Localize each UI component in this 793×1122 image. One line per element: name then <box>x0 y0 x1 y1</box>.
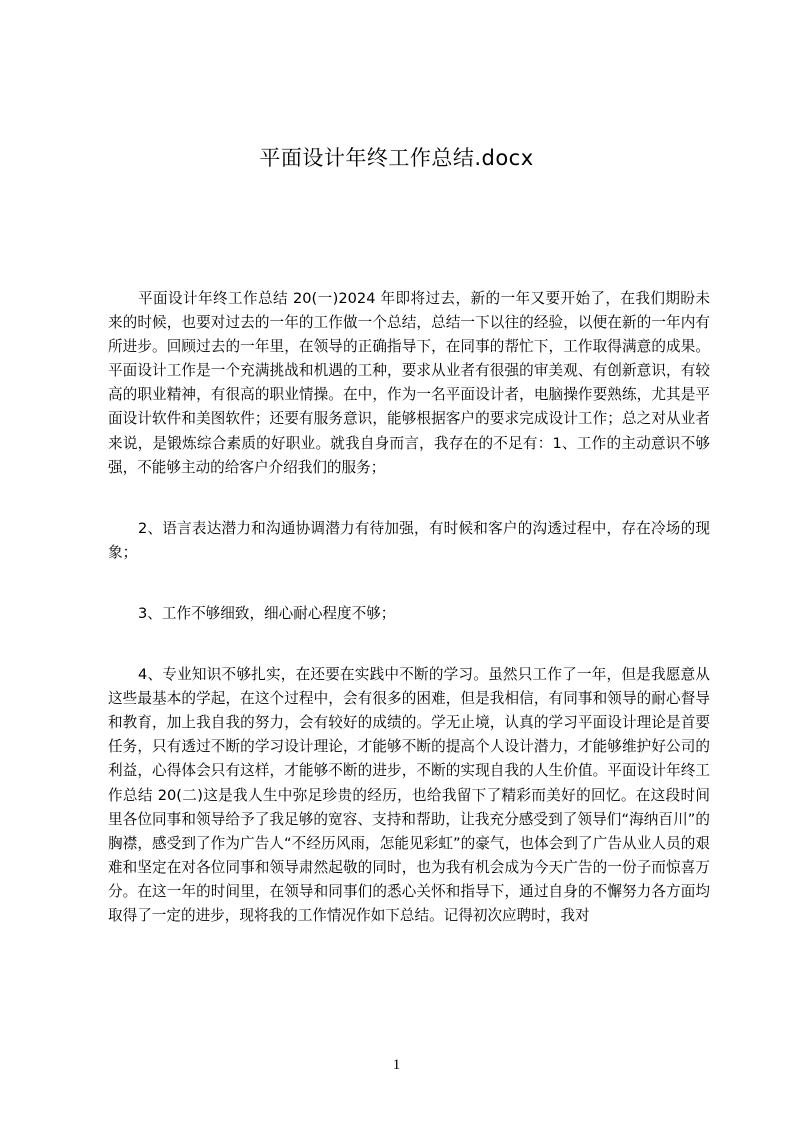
paragraph-1: 平面设计年终工作总结 20(一)2024 年即将过去，新的一年又要开始了，在我们期盼未来的时候，也要对过去的一年的工作做一个总结，总结一下以往的经验，以便在新的一年内有所进步。回顾过去的一年里，在领导的正确指导下，在同事的帮忙下，工作取得满意的成果。平面设计工作是一个充满挑战和机遇的工种，要求从业者有很强的审美观、有创新意识，有较高的职业精神，有很高的职业情操。在中，作为一名平面设计者，电脑操作要熟练，尤其是平面设计软件和美图软件；还要有服务意识，能够根据客户的要求完成设计工作；总之对从业者来说，是锻炼综合素质的好职业。就我自身而言，我存在的不足有：1、工作的主动意识不够强，不能够主动的给客户介绍我们的服务； <box>108 290 710 476</box>
paragraph-gap <box>108 480 710 517</box>
paragraph-3: 3、工作不够细致，细心耐心程度不够； <box>138 604 396 622</box>
paragraph-gap <box>108 626 710 663</box>
document-body <box>108 287 710 928</box>
document-title: 平面设计年终工作总结.docx <box>259 146 534 170</box>
paragraph-gap <box>108 565 710 602</box>
paragraph-2: 2、语言表达潜力和沟通协调潜力有待加强，有时候和客户的沟透过程中，存在冷场的现象； <box>108 519 710 561</box>
page-number: 1 <box>392 1057 401 1073</box>
paragraph-4: 4、专业知识不够扎实，在还要在实践中不断的学习。虽然只工作了一年，但是我愿意从这些最基本的学起，在这个过程中，会有很多的困难，但是我相信，有同事和领导的耐心督导和教育，加上我自我的努力，会有较好的成绩的。学无止境，认真的学习平面设计理论是首要任务，只有透过不断的学习设计理论，才能够不断的提高个人设计潜力，才能够维护好公司的利益，心得体会只有这样，才能够不断的进步，不断的实现自我的人生价值。平面设计年终工作总结 20(二)这是我人生中弥足珍贵的经历，也给我留下了精彩而美好的回忆。在这段时间里各位同事和领导给予了我足够的宽容、支持和帮助，让我充分感受到了领导们“海纳百川”的胸襟，感受到了作为广告人“不经历风雨，怎能见彩虹”的豪气，也体会到了广告从业人员的艰难和坚定在对各位同事和领导肃然起敬的同时，也为我有机会成为今天广告的一份子而惊喜万分。在这一年的时间里，在领导和同事们的悉心关怀和指导下，通过自身的不懈努力各方面均取得了一定的进步，现将我的工作情况作如下总结。记得初次应聘时，我对 <box>108 666 710 924</box>
